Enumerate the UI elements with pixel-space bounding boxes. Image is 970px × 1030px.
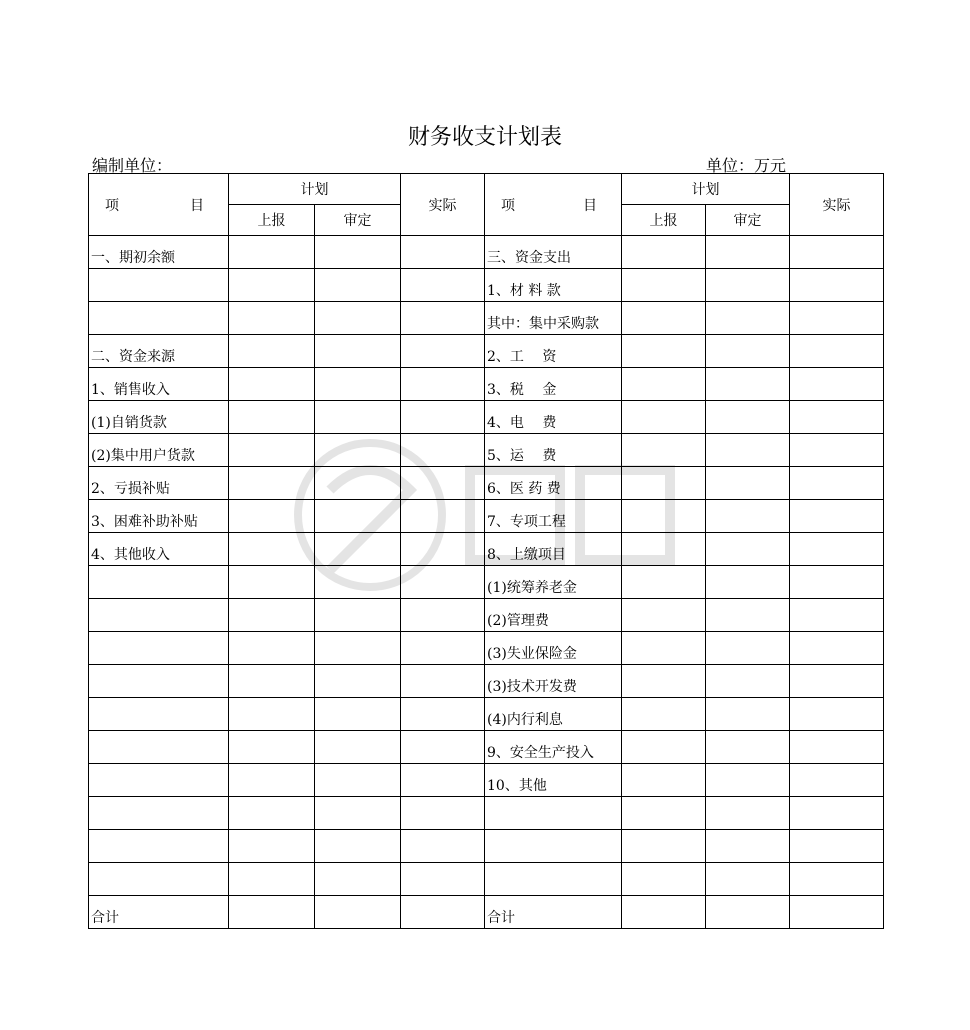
left-approved-cell[interactable] [315, 896, 401, 929]
left-approved-cell[interactable] [315, 500, 401, 533]
right-reported-cell[interactable] [622, 335, 706, 368]
right-approved-cell[interactable] [706, 731, 790, 764]
right-item-cell: 10、其他 [485, 764, 622, 797]
right-reported-cell[interactable] [622, 467, 706, 500]
left-actual-cell[interactable] [401, 269, 485, 302]
left-actual-cell[interactable] [401, 698, 485, 731]
left-actual-cell[interactable] [401, 236, 485, 269]
right-actual-cell[interactable] [790, 896, 884, 929]
right-actual-cell[interactable] [790, 731, 884, 764]
right-approved-cell[interactable] [706, 368, 790, 401]
left-item-cell: 一、期初余额 [89, 236, 229, 269]
right-item-cell: 8、上缴项目 [485, 533, 622, 566]
table-row [89, 467, 884, 500]
left-reported-cell[interactable] [229, 698, 315, 731]
right-item-cell: 7、专项工程 [485, 500, 622, 533]
left-actual-cell[interactable] [401, 500, 485, 533]
left-item-cell: 合计 [89, 896, 229, 929]
left-item-cell [89, 797, 229, 830]
right-approved-cell[interactable] [706, 830, 790, 863]
right-approved-cell[interactable] [706, 434, 790, 467]
left-actual-cell[interactable] [401, 335, 485, 368]
left-reported-cell[interactable] [229, 368, 315, 401]
right-reported-cell[interactable] [622, 500, 706, 533]
table-row [89, 500, 884, 533]
reported-header-left: 上报 [229, 205, 315, 236]
left-actual-cell[interactable] [401, 401, 485, 434]
left-approved-cell[interactable] [315, 830, 401, 863]
right-actual-cell[interactable] [790, 467, 884, 500]
left-approved-cell[interactable] [315, 665, 401, 698]
right-item-cell: (3)失业保险金 [485, 632, 622, 665]
right-actual-cell[interactable] [790, 269, 884, 302]
left-actual-cell[interactable] [401, 863, 485, 896]
table-row [89, 797, 884, 830]
right-approved-cell[interactable] [706, 863, 790, 896]
left-item-cell [89, 863, 229, 896]
approved-header-left: 审定 [315, 205, 401, 236]
right-actual-cell[interactable] [790, 236, 884, 269]
left-approved-cell[interactable] [315, 731, 401, 764]
left-reported-cell[interactable] [229, 500, 315, 533]
table-row [89, 566, 884, 599]
right-actual-cell[interactable] [790, 863, 884, 896]
right-item-cell [485, 863, 622, 896]
left-approved-cell[interactable] [315, 302, 401, 335]
left-item-cell: 2、亏损补贴 [89, 467, 229, 500]
left-approved-cell[interactable] [315, 797, 401, 830]
table-row [89, 335, 884, 368]
left-approved-cell[interactable] [315, 401, 401, 434]
table-row [89, 401, 884, 434]
right-approved-cell[interactable] [706, 401, 790, 434]
left-reported-cell[interactable] [229, 401, 315, 434]
left-reported-cell[interactable] [229, 434, 315, 467]
table-row [89, 830, 884, 863]
left-item-cell [89, 764, 229, 797]
right-reported-cell[interactable] [622, 401, 706, 434]
table-row [89, 632, 884, 665]
right-approved-cell[interactable] [706, 467, 790, 500]
right-item-cell: 5、运 费 [485, 434, 622, 467]
left-item-cell [89, 632, 229, 665]
right-actual-cell[interactable] [790, 797, 884, 830]
right-approved-cell[interactable] [706, 533, 790, 566]
right-approved-cell[interactable] [706, 500, 790, 533]
right-approved-cell[interactable] [706, 632, 790, 665]
right-reported-cell[interactable] [622, 368, 706, 401]
right-reported-cell[interactable] [622, 764, 706, 797]
left-approved-cell[interactable] [315, 599, 401, 632]
actual-header-right: 实际 [790, 174, 884, 236]
right-actual-cell[interactable] [790, 764, 884, 797]
right-reported-cell[interactable] [622, 863, 706, 896]
right-reported-cell[interactable] [622, 797, 706, 830]
right-actual-cell[interactable] [790, 698, 884, 731]
right-actual-cell[interactable] [790, 830, 884, 863]
left-approved-cell[interactable] [315, 236, 401, 269]
left-actual-cell[interactable] [401, 434, 485, 467]
table-row [89, 698, 884, 731]
right-approved-cell[interactable] [706, 566, 790, 599]
item-header-left: 项 目 [89, 174, 229, 236]
right-actual-cell[interactable] [790, 335, 884, 368]
left-item-cell [89, 269, 229, 302]
right-approved-cell[interactable] [706, 896, 790, 929]
right-actual-cell[interactable] [790, 434, 884, 467]
right-reported-cell[interactable] [622, 599, 706, 632]
table-row [89, 368, 884, 401]
left-actual-cell[interactable] [401, 731, 485, 764]
right-actual-cell[interactable] [790, 368, 884, 401]
right-item-cell: (1)统筹养老金 [485, 566, 622, 599]
right-item-cell: (3)技术开发费 [485, 665, 622, 698]
table-row [89, 302, 884, 335]
right-approved-cell[interactable] [706, 335, 790, 368]
right-item-cell: 三、资金支出 [485, 236, 622, 269]
left-actual-cell[interactable] [401, 665, 485, 698]
table-row [89, 269, 884, 302]
right-reported-cell[interactable] [622, 269, 706, 302]
left-item-cell: (1)自销货款 [89, 401, 229, 434]
item-header-right: 项 目 [485, 174, 622, 236]
right-item-cell: 其中：集中采购款 [485, 302, 622, 335]
left-reported-cell[interactable] [229, 797, 315, 830]
table-row [89, 665, 884, 698]
left-approved-cell[interactable] [315, 434, 401, 467]
right-item-cell [485, 797, 622, 830]
actual-header-left: 实际 [401, 174, 485, 236]
right-item-cell: 1、材 料 款 [485, 269, 622, 302]
right-actual-cell[interactable] [790, 533, 884, 566]
left-approved-cell[interactable] [315, 632, 401, 665]
left-reported-cell[interactable] [229, 269, 315, 302]
finance-plan-table [88, 173, 884, 929]
left-approved-cell[interactable] [315, 863, 401, 896]
left-reported-cell[interactable] [229, 863, 315, 896]
left-reported-cell[interactable] [229, 566, 315, 599]
right-approved-cell[interactable] [706, 236, 790, 269]
left-reported-cell[interactable] [229, 236, 315, 269]
left-approved-cell[interactable] [315, 467, 401, 500]
table-row [89, 236, 884, 269]
left-item-cell [89, 731, 229, 764]
currency-unit-label: 单位：万元 [706, 156, 787, 175]
left-item-cell: 二、资金来源 [89, 335, 229, 368]
left-reported-cell[interactable] [229, 632, 315, 665]
left-reported-cell[interactable] [229, 830, 315, 863]
right-approved-cell[interactable] [706, 665, 790, 698]
left-actual-cell[interactable] [401, 599, 485, 632]
left-actual-cell[interactable] [401, 566, 485, 599]
left-reported-cell[interactable] [229, 467, 315, 500]
left-reported-cell[interactable] [229, 896, 315, 929]
table-body [89, 236, 884, 929]
table-row [89, 896, 884, 929]
right-actual-cell[interactable] [790, 632, 884, 665]
left-actual-cell[interactable] [401, 533, 485, 566]
left-approved-cell[interactable] [315, 533, 401, 566]
right-reported-cell[interactable] [622, 632, 706, 665]
right-item-cell: 2、工 资 [485, 335, 622, 368]
right-item-cell: (2)管理费 [485, 599, 622, 632]
left-approved-cell[interactable] [315, 335, 401, 368]
compiling-unit-label: 编制单位： [92, 156, 173, 175]
right-approved-cell[interactable] [706, 764, 790, 797]
right-actual-cell[interactable] [790, 401, 884, 434]
left-item-cell [89, 599, 229, 632]
right-actual-cell[interactable] [790, 302, 884, 335]
right-item-cell: 9、安全生产投入 [485, 731, 622, 764]
left-actual-cell[interactable] [401, 830, 485, 863]
right-actual-cell[interactable] [790, 500, 884, 533]
table-row [89, 599, 884, 632]
right-approved-cell[interactable] [706, 797, 790, 830]
right-reported-cell[interactable] [622, 533, 706, 566]
right-item-cell: 合计 [485, 896, 622, 929]
left-reported-cell[interactable] [229, 665, 315, 698]
right-reported-cell[interactable] [622, 698, 706, 731]
right-reported-cell[interactable] [622, 434, 706, 467]
left-approved-cell[interactable] [315, 698, 401, 731]
right-reported-cell[interactable] [622, 236, 706, 269]
left-item-cell: 4、其他收入 [89, 533, 229, 566]
right-approved-cell[interactable] [706, 302, 790, 335]
left-item-cell [89, 830, 229, 863]
right-reported-cell[interactable] [622, 830, 706, 863]
right-approved-cell[interactable] [706, 269, 790, 302]
right-item-cell: 4、电 费 [485, 401, 622, 434]
right-reported-cell[interactable] [622, 731, 706, 764]
left-actual-cell[interactable] [401, 302, 485, 335]
right-item-cell [485, 830, 622, 863]
table-row [89, 731, 884, 764]
right-reported-cell[interactable] [622, 896, 706, 929]
left-actual-cell[interactable] [401, 632, 485, 665]
left-actual-cell[interactable] [401, 467, 485, 500]
left-reported-cell[interactable] [229, 599, 315, 632]
right-actual-cell[interactable] [790, 599, 884, 632]
right-item-cell: 3、税 金 [485, 368, 622, 401]
table-row [89, 533, 884, 566]
left-reported-cell[interactable] [229, 764, 315, 797]
plan-header-left: 计划 [229, 174, 401, 205]
left-reported-cell[interactable] [229, 731, 315, 764]
reported-header-right: 上报 [622, 205, 706, 236]
left-item-cell [89, 566, 229, 599]
left-actual-cell[interactable] [401, 797, 485, 830]
left-reported-cell[interactable] [229, 302, 315, 335]
left-item-cell [89, 698, 229, 731]
right-item-cell: (4)内行利息 [485, 698, 622, 731]
left-reported-cell[interactable] [229, 335, 315, 368]
left-item-cell [89, 302, 229, 335]
left-approved-cell[interactable] [315, 368, 401, 401]
left-approved-cell[interactable] [315, 269, 401, 302]
left-approved-cell[interactable] [315, 566, 401, 599]
right-reported-cell[interactable] [622, 302, 706, 335]
page-title: 财务收支计划表 [407, 125, 562, 150]
left-item-cell [89, 665, 229, 698]
right-item-cell: 6、医 药 费 [485, 467, 622, 500]
right-reported-cell[interactable] [622, 665, 706, 698]
right-actual-cell[interactable] [790, 566, 884, 599]
left-item-cell: 1、销售收入 [89, 368, 229, 401]
table-row [89, 434, 884, 467]
left-approved-cell[interactable] [315, 764, 401, 797]
right-approved-cell[interactable] [706, 698, 790, 731]
left-item-cell: (2)集中用户货款 [89, 434, 229, 467]
approved-header-right: 审定 [706, 205, 790, 236]
left-item-cell: 3、困难补助补贴 [89, 500, 229, 533]
table-row [89, 863, 884, 896]
table-row [89, 764, 884, 797]
left-actual-cell[interactable] [401, 764, 485, 797]
plan-header-right: 计划 [622, 174, 790, 205]
right-actual-cell[interactable] [790, 665, 884, 698]
right-reported-cell[interactable] [622, 566, 706, 599]
left-reported-cell[interactable] [229, 533, 315, 566]
left-actual-cell[interactable] [401, 368, 485, 401]
right-approved-cell[interactable] [706, 599, 790, 632]
left-actual-cell[interactable] [401, 896, 485, 929]
